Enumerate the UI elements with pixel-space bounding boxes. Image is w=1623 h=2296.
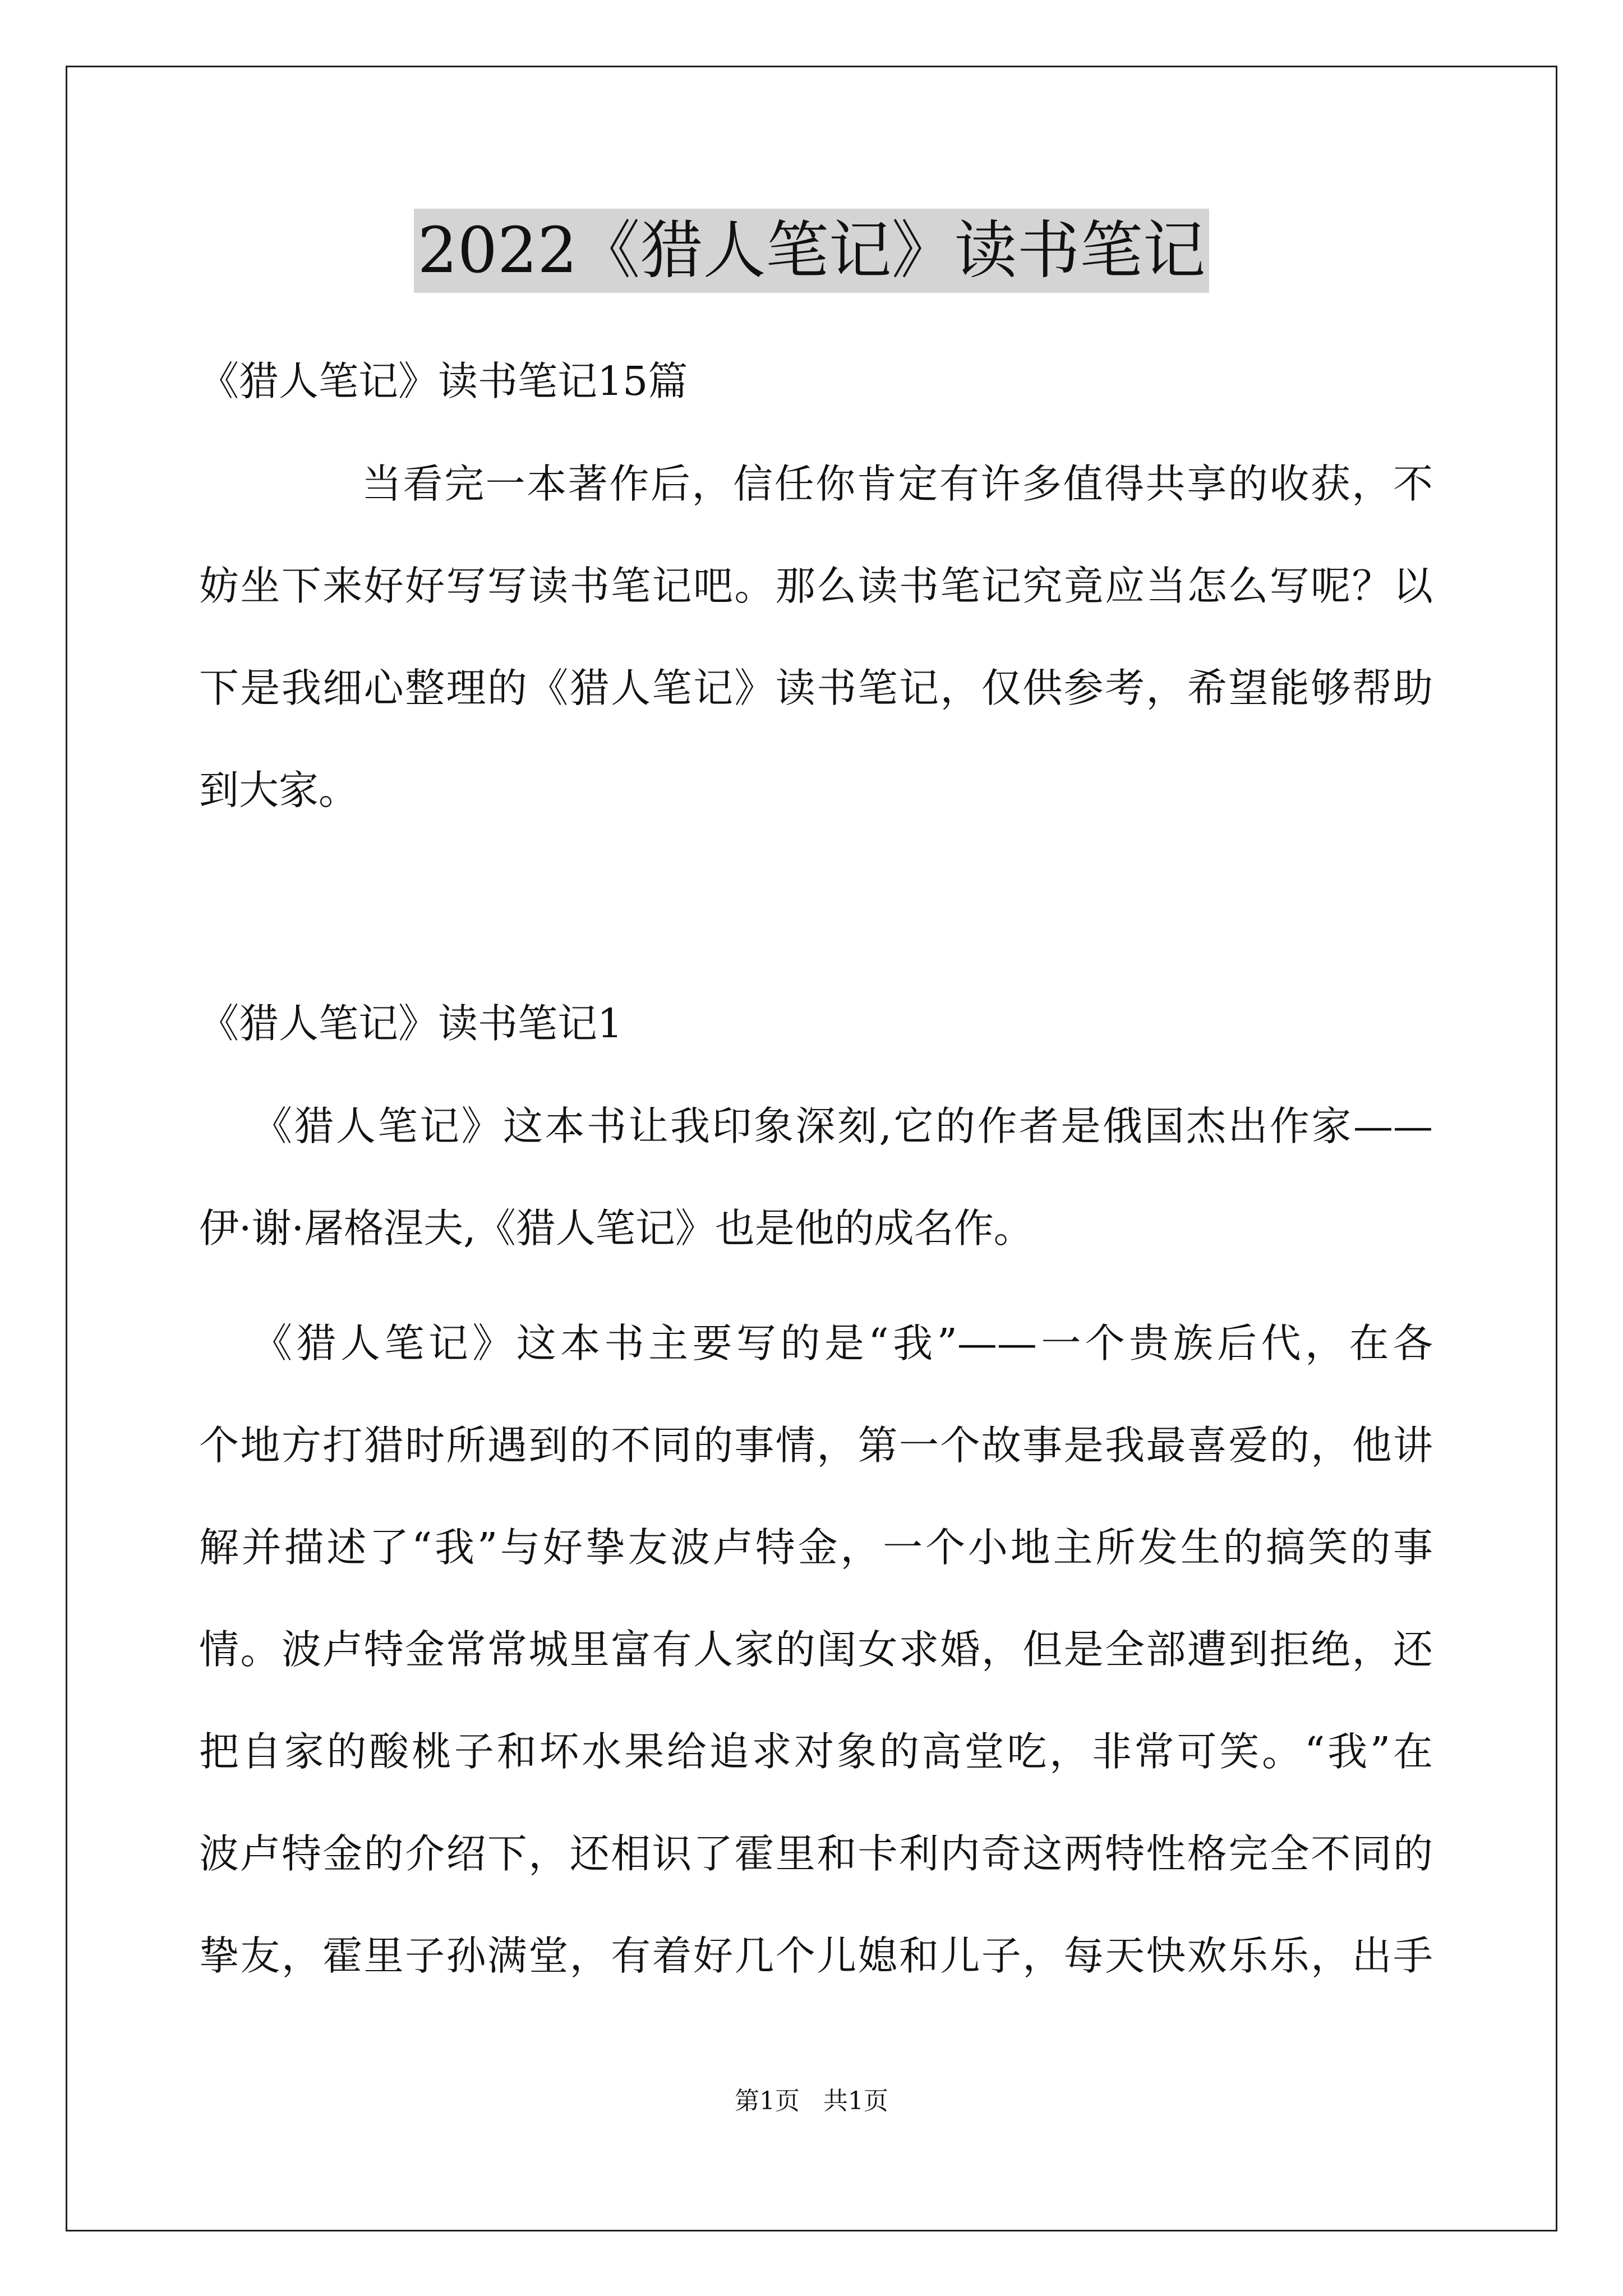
intro-line-2: 妨坐下来好好写写读书笔记吧。那么读书笔记究竟应当怎么写呢？以 (199, 563, 1433, 609)
page-footer: 第1页 共1页 (735, 2087, 888, 2115)
paragraph2-line-5: 把自家的酸桃子和坏水果给追求对象的高堂吃，非常可笑。“我”在 (199, 1728, 1433, 1775)
paragraph2-line-1: 《猎人笔记》这本书主要写的是“我”——一个贵族后代，在各 (252, 1320, 1433, 1366)
paragraph2-line-3: 解并描述了“我”与好挚友波卢特金，一个小地主所发生的搞笑的事 (199, 1524, 1433, 1571)
paragraph1-line-1: 《猎人笔记》这本书让我印象深刻,它的作者是俄国杰出作家—— (252, 1103, 1433, 1149)
paragraph2-line-6: 波卢特金的介绍下，还相识了霍里和卡利内奇这两特性格完全不同的 (199, 1830, 1433, 1877)
paragraph2-line-2: 个地方打猎时所遇到的不同的事情，第一个故事是我最喜爱的，他讲 (199, 1422, 1433, 1469)
paragraph1-line-2: 伊·谢·屠格涅夫,《猎人笔记》也是他的成名作。 (199, 1205, 1034, 1251)
intro-line-3: 下是我细心整理的《猎人笔记》读书笔记，仅供参考，希望能够帮助 (199, 665, 1433, 711)
title-container (0, 209, 1623, 293)
section-heading: 《猎人笔记》读书笔记1 (199, 1000, 623, 1047)
paragraph2-line-4: 情。波卢特金常常城里富有人家的闺女求婚，但是全部遭到拒绝，还 (199, 1626, 1433, 1673)
document-title: 2022《猎人笔记》读书笔记 (414, 209, 1209, 293)
paragraph2-line-7: 挚友，霍里子孙满堂，有着好几个儿媳和儿子，每天快欢乐乐，出手 (199, 1932, 1433, 1979)
intro-line-1: 当看完一本著作后，信任你肯定有许多值得共享的收获，不 (362, 461, 1433, 507)
document-subtitle: 《猎人笔记》读书笔记15篇 (199, 358, 688, 404)
intro-line-4: 到大家。 (199, 767, 359, 813)
